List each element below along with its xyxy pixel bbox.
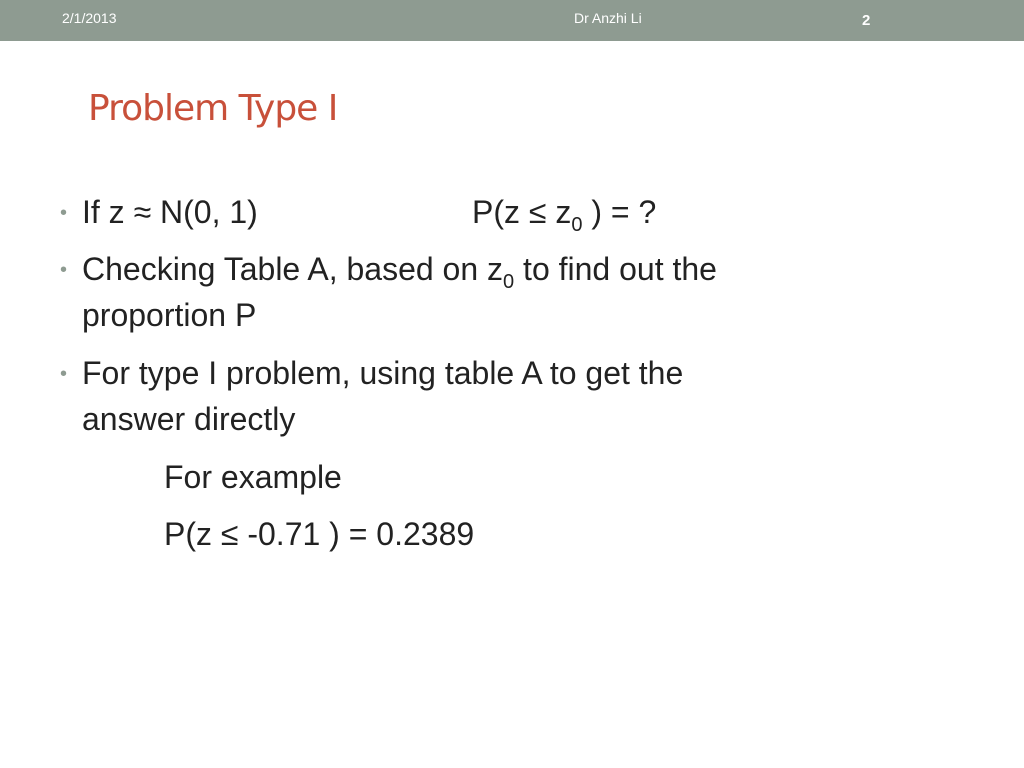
bullet-1-formula-suffix: ) = ? (582, 194, 657, 230)
bullet-1-text: If z ≈ N(0, 1) (82, 194, 258, 230)
slide-page-number: 2 (862, 12, 871, 29)
bullet-1-left (82, 194, 258, 231)
bullet-3-line-1: For type I problem, using table A to get the (82, 355, 684, 391)
bullet-1-formula-subscript: 0 (571, 214, 583, 236)
header-bar (0, 0, 1024, 41)
example-label: For example (164, 459, 342, 495)
bullet-2-subscript: 0 (503, 271, 515, 293)
bullet-dot: • (60, 202, 68, 224)
bullet-1-formula-prefix: P(z ≤ z (472, 194, 572, 230)
slide-title: Problem Type I (88, 88, 338, 129)
bullet-dot: • (60, 259, 68, 281)
bullet-2-line-1 (82, 251, 717, 293)
bullet-2-suffix: to find out the (514, 251, 717, 287)
slide-date: 2/1/2013 (62, 10, 117, 26)
bullet-1-right (472, 194, 657, 236)
bullet-dot: • (60, 363, 68, 385)
bullet-3-line-2: answer directly (82, 401, 296, 437)
slide-author: Dr Anzhi Li (574, 10, 642, 26)
bullet-2-prefix: Checking Table A, based on z (82, 251, 504, 287)
example-formula: P(z ≤ -0.71 ) = 0.2389 (164, 516, 475, 552)
bullet-2-line-2: proportion P (82, 297, 257, 333)
